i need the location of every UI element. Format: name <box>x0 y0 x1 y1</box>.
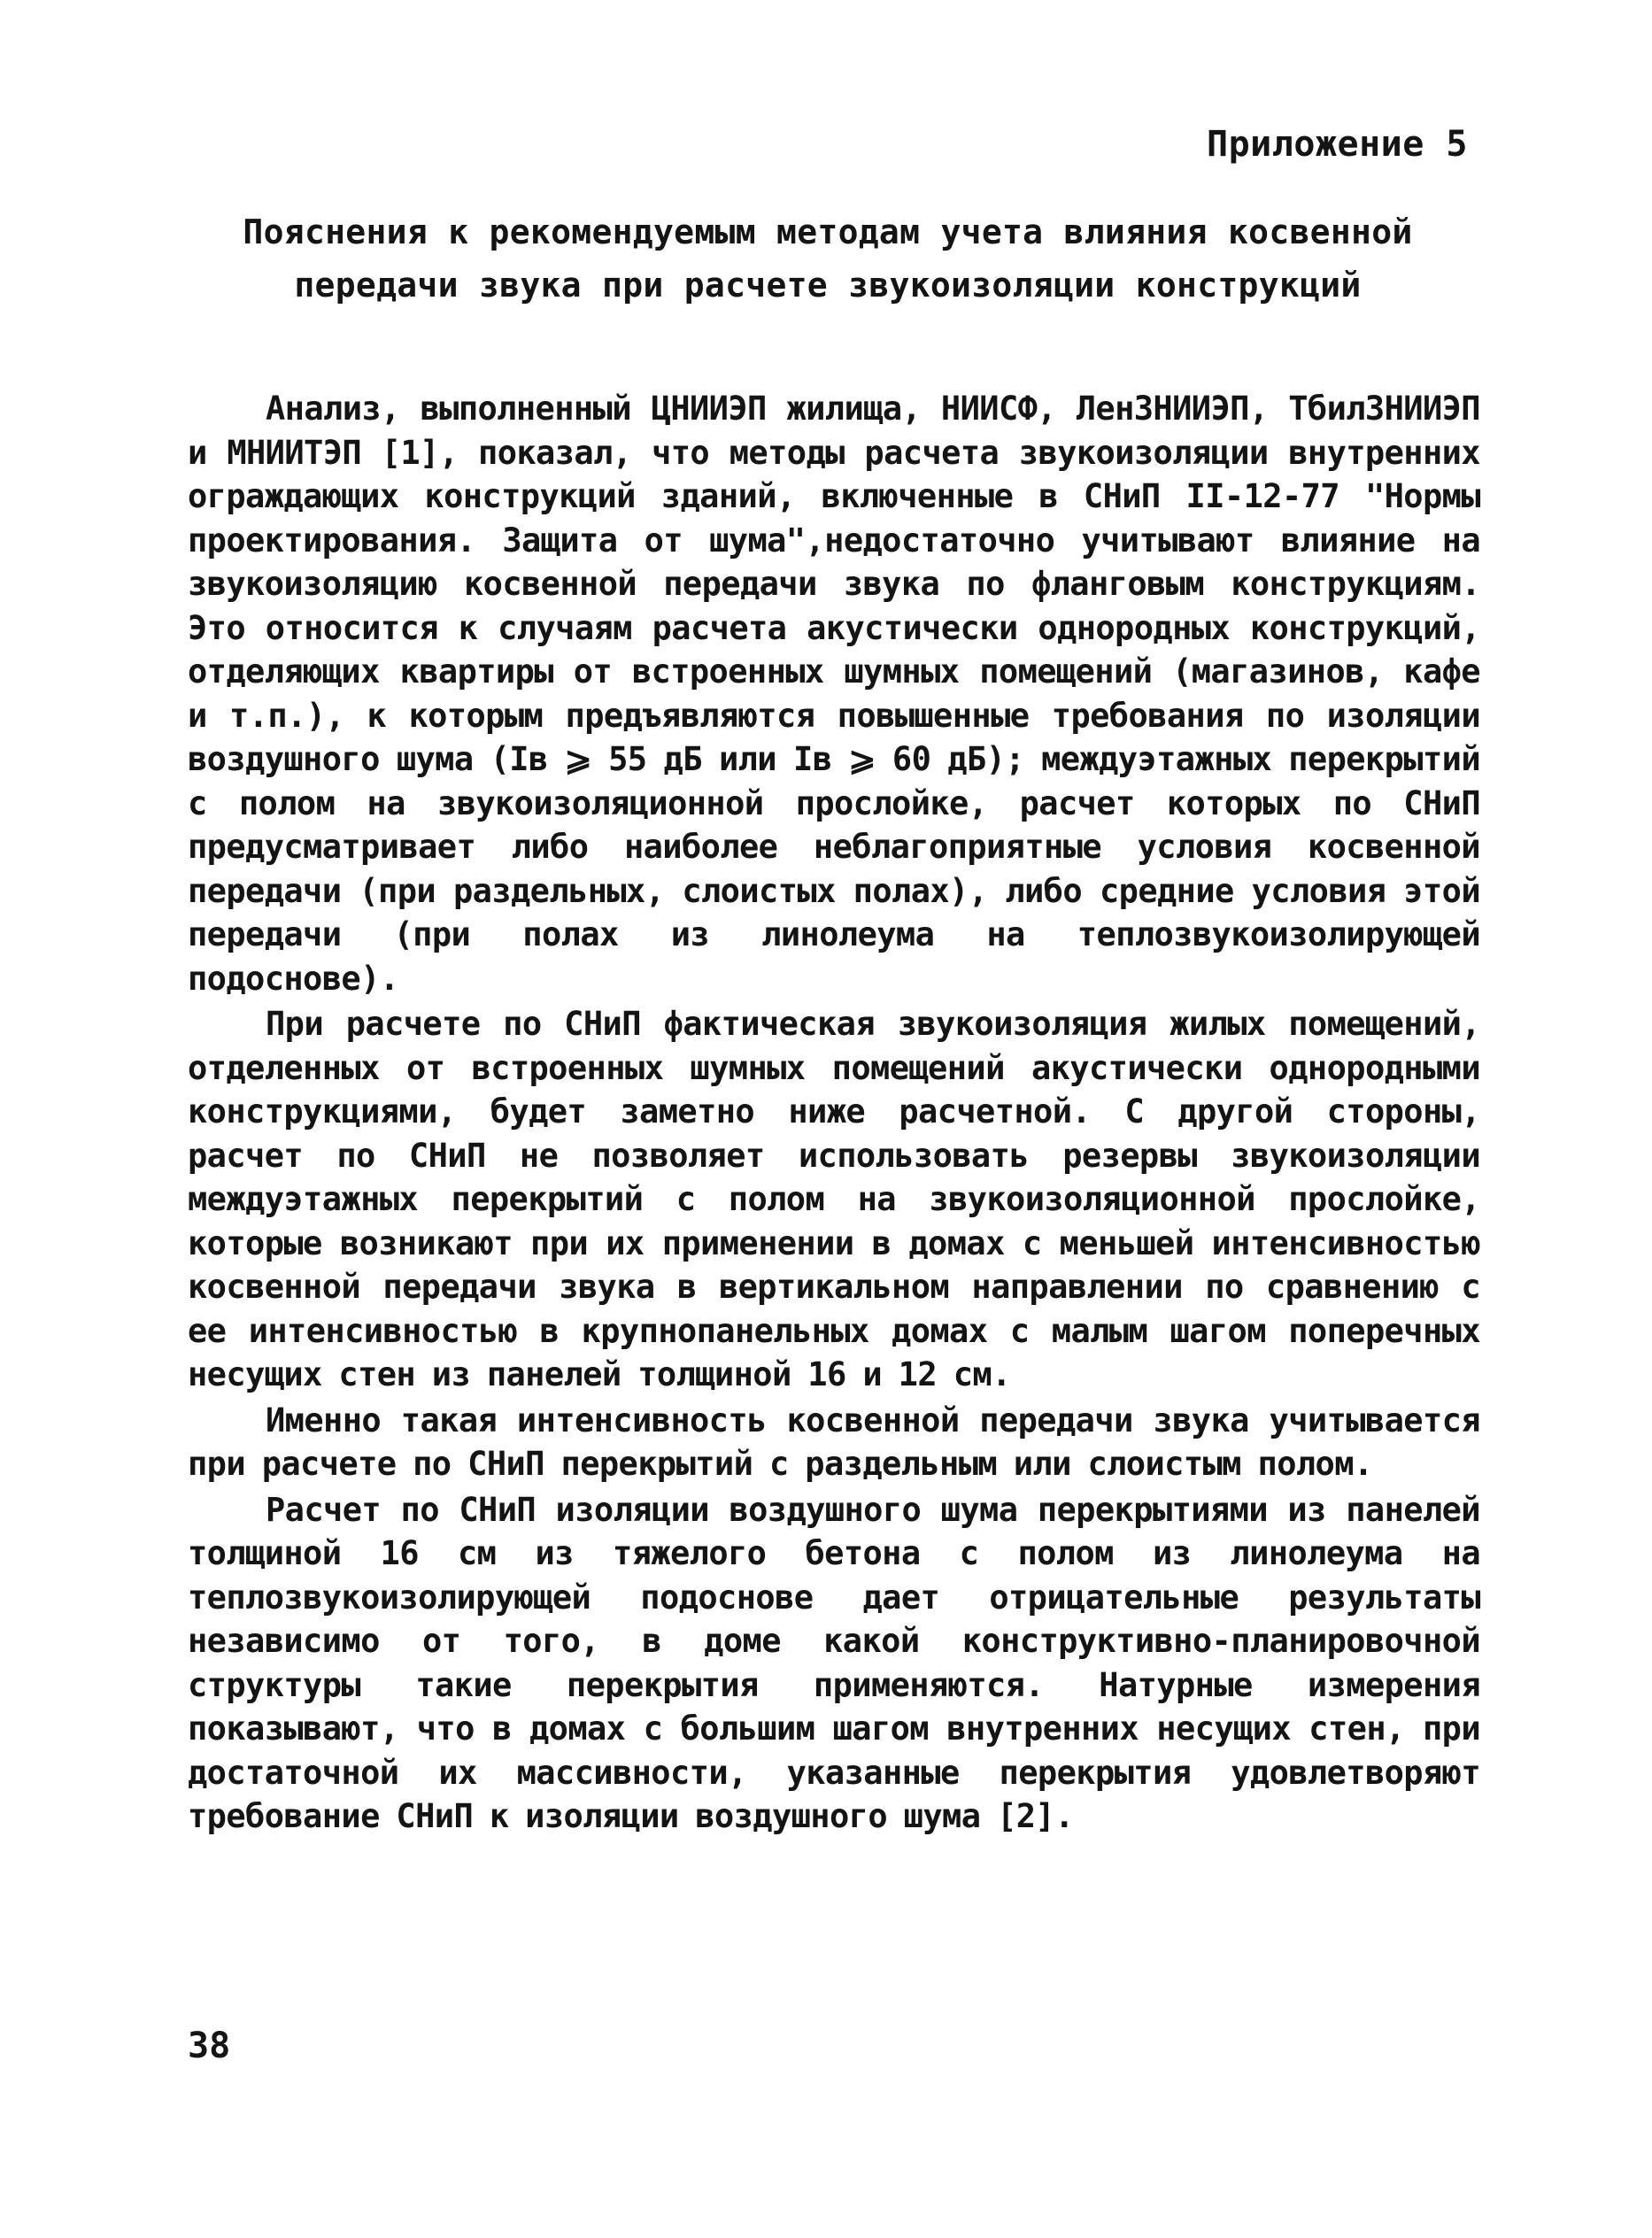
appendix-label: Приложение 5 <box>1207 124 1468 165</box>
page-title <box>177 205 1478 312</box>
paragraph-3: Именно такая интенсивность косвенной передачи звука учитывается при расчете по СНиП перекрытий с раздельным или слоистым полом. <box>188 1401 1480 1483</box>
title-line-1: Пояснения к рекомендуемым методам учета влияния косвенной <box>243 212 1413 251</box>
paragraph-4: Расчет по СНиП изоляции воздушного шума перекрытиями из панелей толщиной 16 см из тяжелого бетона с полом из линолеума на теплозвукоизолирующей подоснове дает отрицательные результаты независимо от того, в доме какой конструктивно-планировочной структуры такие перекрытия применяются. Натурные измерения показывают, что в домах с большим шагом внутренних несущих стен, при достаточной их массивности, указанные перекрытия удовлетворяют требование СНиП к изоляции воздушного шума [2]. <box>188 1490 1480 1835</box>
page-number: 38 <box>188 2026 231 2066</box>
paragraph-2: При расчете по СНиП фактическая звукоизоляция жилых помещений, отделенных от встроенных шумных помещений акустически однородными конструкциями, будет заметно ниже расчетной. С другой стороны, расчет по СНиП не позволяет использовать резервы звукоизоляции междуэтажных перекрытий с полом на звукоизоляционной прослойке, которые возникают при их применении в домах с меньшей интенсивностью косвенной передачи звука в вертикальном направлении по сравнению с ее интенсивностью в крупнопанельных домах с малым шагом поперечных несущих стен из панелей толщиной 16 и 12 см. <box>188 1005 1480 1393</box>
title-line-2: передачи звука при расчете звукоизоляции конструкций <box>294 266 1362 305</box>
body-text <box>188 387 1480 1841</box>
paragraph-1: Анализ, выполненный ЦНИИЭП жилища, НИИСФ, ЛенЗНИИЭП, ТбилЗНИИЭП и МНИИТЭП [1], показал, что методы расчета звукоизоляции внутренних ограждающих конструкций зданий, включенные в СНиП II-12-77 "Нормы проектирования. Защита от шума",недостаточно учитывают влияние на звукоизоляцию косвенной передачи звука по фланговым конструкциям. Это относится к случаям расчета акустически однородных конструкций, отделяющих квартиры от встроенных шумных помещений (магазинов, кафе и т.п.), к которым предъявляются повышенные требования по изоляции воздушного шума (Iв ⩾ 55 дБ или Iв ⩾ 60 дБ); междуэтажных перекрытий с полом на звукоизоляционной прослойке, расчет которых по СНиП предусматривает либо наиболее неблагоприятные условия косвенной передачи (при раздельных, слоистых полах), либо средние условия этой передачи (при полах из линолеума на теплозвукоизолирующей подоснове). <box>188 390 1480 998</box>
